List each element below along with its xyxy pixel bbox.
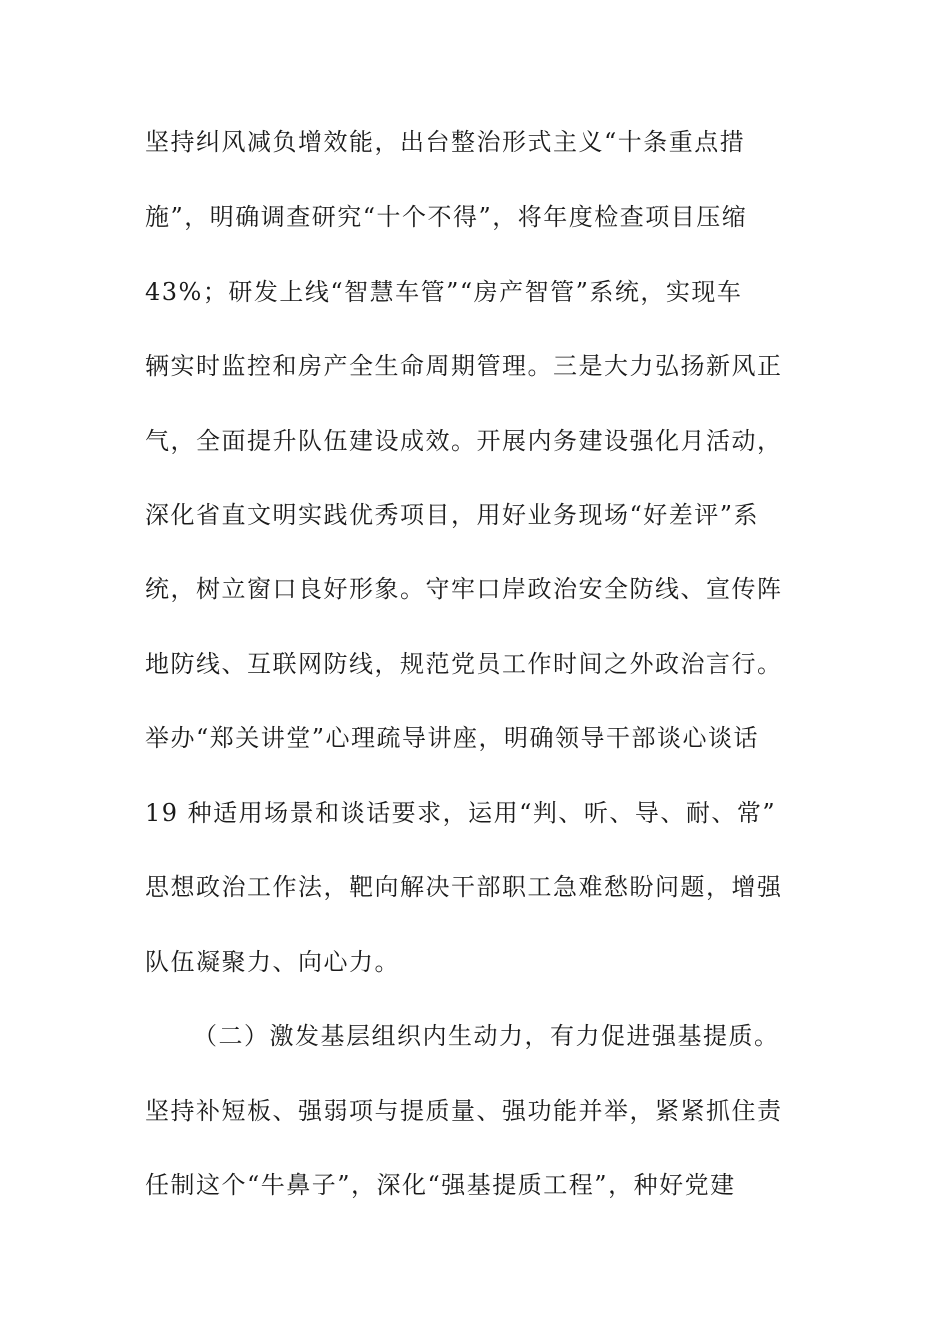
body-text-line: 队伍凝聚力、向心力。	[145, 948, 400, 976]
body-text-line: 任制这个“牛鼻子”，深化“强基提质工程”，种好党建	[145, 1171, 736, 1199]
body-text-line: 深化省直文明实践优秀项目，用好业务现场“好差评”系	[145, 501, 760, 529]
body-text-line: 地防线、互联网防线，规范党员工作时间之外政治言行。	[145, 650, 783, 678]
body-text-line: 统，树立窗口良好形象。守牢口岸政治安全防线、宣传阵	[145, 575, 783, 603]
body-text-line: 举办“郑关讲堂”心理疏导讲座，明确领导干部谈心谈话	[145, 724, 760, 752]
body-text-line: 辆实时监控和房产全生命周期管理。三是大力弘扬新风正	[145, 352, 783, 380]
body-text-line: 19 种适用场景和谈话要求，运用“判、听、导、耐、常”	[145, 799, 777, 827]
body-text-line: 气，全面提升队伍建设成效。开展内务建设强化月活动，	[145, 427, 783, 455]
body-text-line: 施”，明确调查研究“十个不得”，将年度检查项目压缩	[145, 203, 748, 231]
body-text-line: 43%；研发上线“智慧车管”“房产智管”系统，实现车	[145, 278, 743, 306]
body-text-line: 坚持补短板、强弱项与提质量、强功能并举，紧紧抓住责	[145, 1097, 783, 1125]
section-heading-line: （二）激发基层组织内生动力，有力促进强基提质。	[193, 1022, 780, 1050]
body-text-line: 思想政治工作法，靶向解决干部职工急难愁盼问题，增强	[145, 873, 783, 901]
body-text-line: 坚持纠风减负增效能，出台整治形式主义“十条重点措	[145, 128, 746, 156]
